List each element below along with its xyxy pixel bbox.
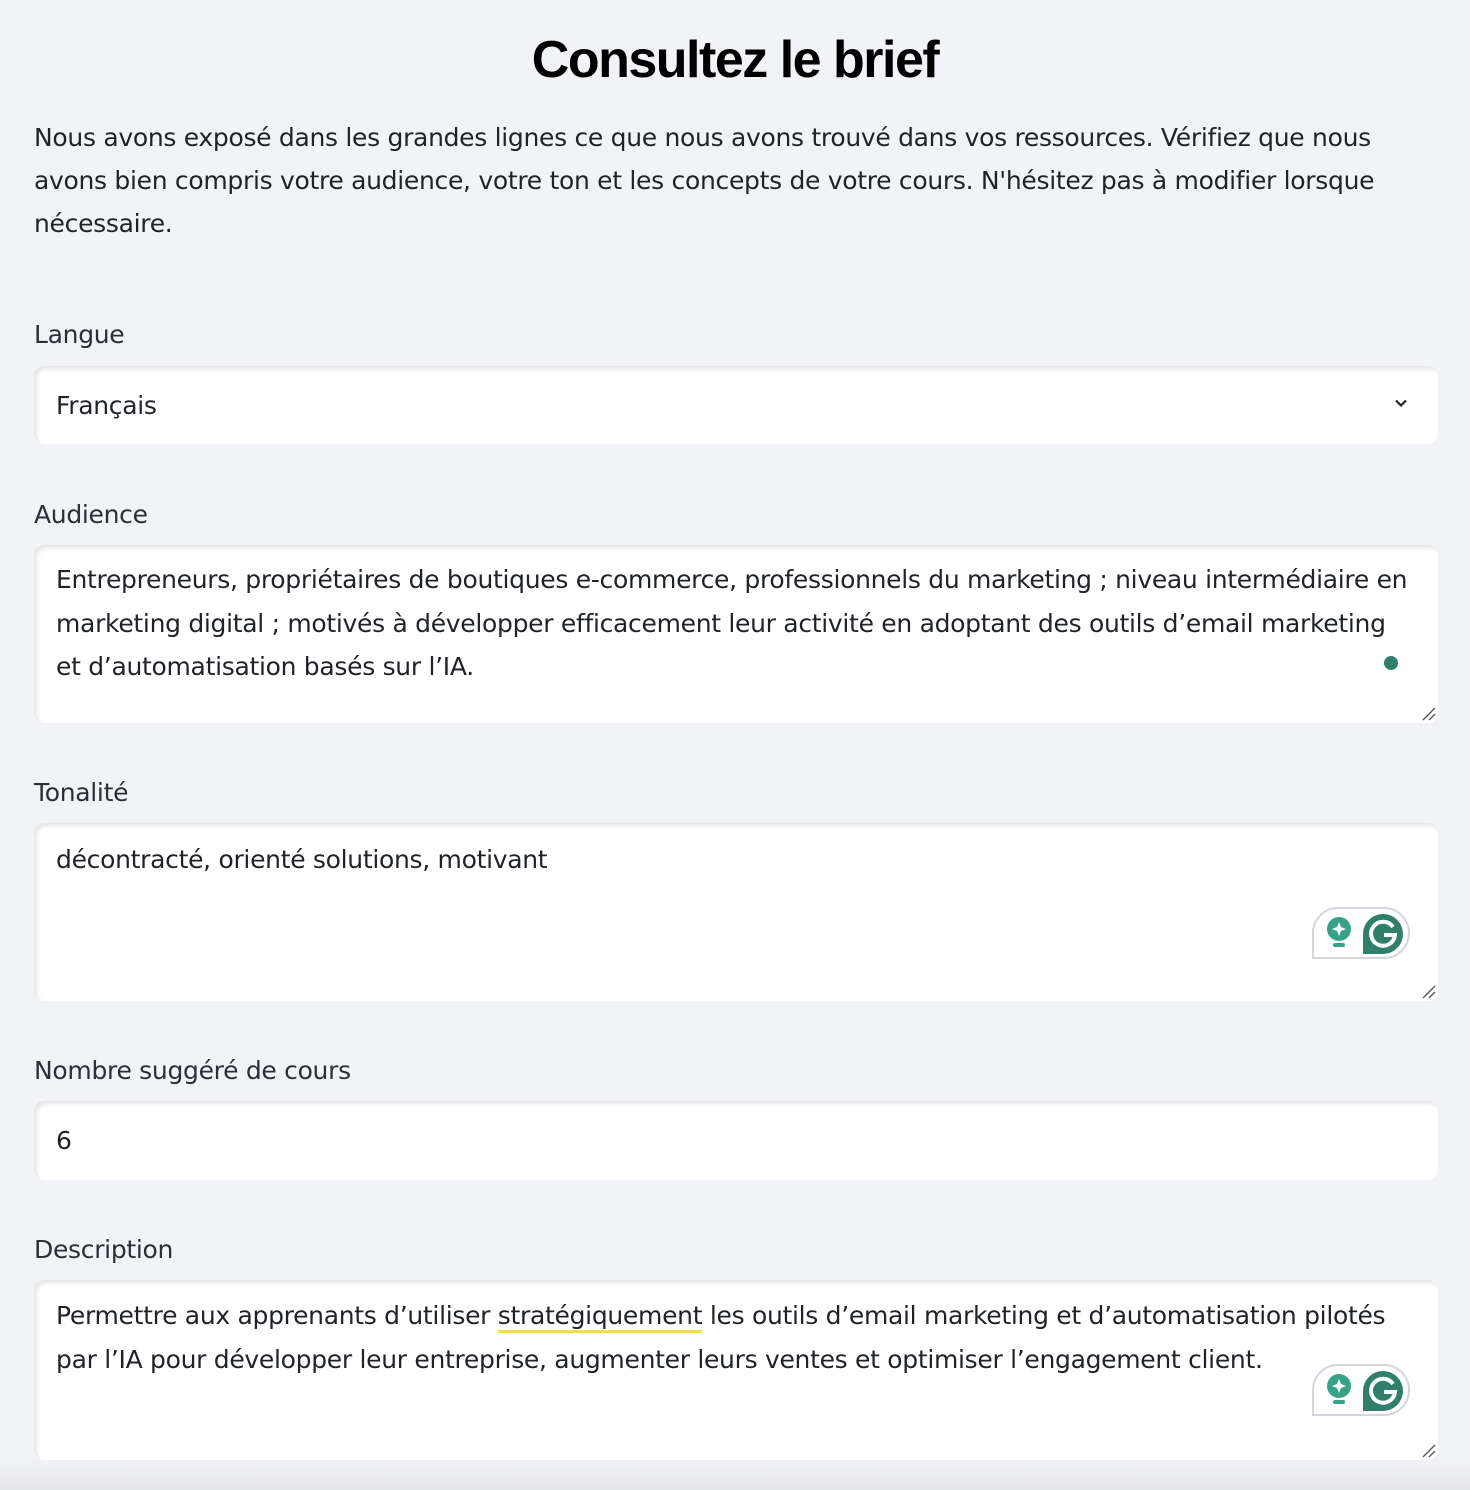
grammarly-widget[interactable] [1312, 1364, 1410, 1416]
description-value [56, 1294, 1418, 1381]
chevron-down-icon [1394, 396, 1408, 410]
lightbulb-icon [1324, 915, 1354, 951]
resize-handle-icon[interactable] [1420, 983, 1436, 999]
bottom-fade [0, 1460, 1470, 1490]
langue-value: Français [56, 391, 157, 420]
description-text-start: Permettre aux apprenants d’utiliser [56, 1301, 498, 1330]
tonalite-textarea[interactable] [34, 823, 1438, 1001]
audience-value: Entrepreneurs, propriétaires de boutiques e-commerce, professionnels du marketing ; niveau intermédiaire en marketing digital ; motivés à développer efficacement leur activité en adoptant des outils d’email marketing et d’automatisation basés sur l’IA. [56, 565, 1408, 681]
intro-text: Nous avons exposé dans les grandes lignes ce que nous avons trouvé dans vos ressources. Vérifiez que nous avons bien compris votre audience, votre ton et les concepts de votre cours. N'hésitez pas à modifier lorsque nécessaire. [34, 123, 1375, 238]
grammarly-widget[interactable] [1312, 907, 1410, 959]
langue-label: Langue [34, 320, 125, 349]
grammarly-icon [1362, 913, 1404, 955]
grammarly-status-dot-icon [1384, 656, 1398, 670]
tonalite-value: décontracté, orienté solutions, motivant [56, 845, 548, 874]
nombre-value: 6 [56, 1126, 72, 1155]
description-textarea[interactable] [34, 1280, 1438, 1460]
description-label: Description [34, 1235, 174, 1264]
audience-label: Audience [34, 500, 148, 529]
lightbulb-icon [1324, 1372, 1354, 1408]
page-title: Consultez le brief [531, 31, 939, 89]
audience-textarea[interactable] [34, 545, 1438, 723]
resize-handle-icon[interactable] [1420, 705, 1436, 721]
langue-select[interactable] [34, 366, 1438, 444]
resize-handle-icon[interactable] [1420, 1442, 1436, 1458]
grammar-suggestion-word[interactable]: stratégiquement [498, 1301, 702, 1333]
description-text-end: les outils d’email marketing et d’automatisation pilotés par l’IA pour développer leur entreprise, augmenter leurs ventes et optimiser l’engagement client. [56, 1301, 1386, 1374]
tonalite-label: Tonalité [34, 778, 129, 807]
nombre-input[interactable] [34, 1101, 1438, 1180]
nombre-label: Nombre suggéré de cours [34, 1056, 351, 1085]
grammarly-icon [1362, 1370, 1404, 1412]
